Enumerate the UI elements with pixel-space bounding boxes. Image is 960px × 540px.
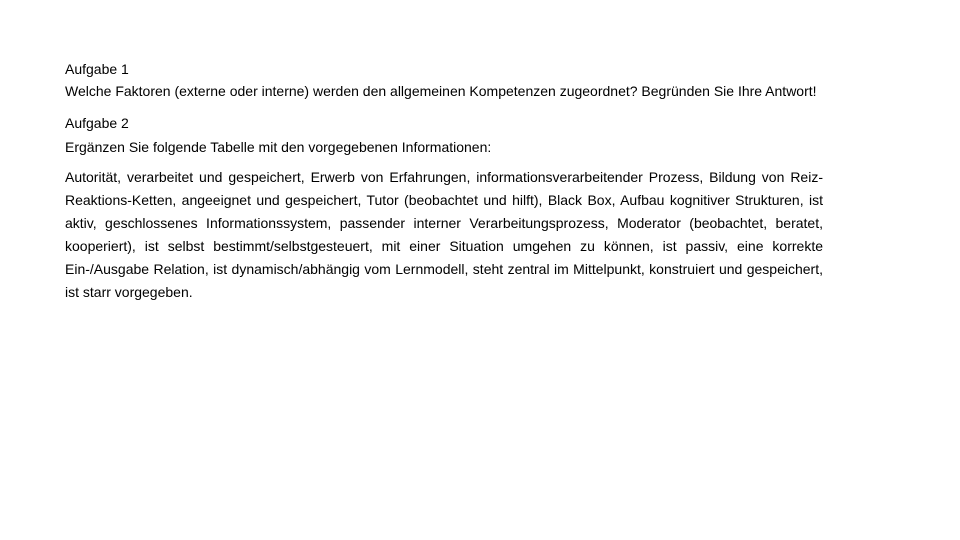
task-1-title: Aufgabe 1 [65, 61, 129, 77]
task-1-block [65, 59, 823, 102]
task-2-terms: Autorität, verarbeitet und gespeichert, Erwerb von Erfahrungen, informationsverarbeitender Prozess, Bildung von Reiz-Reaktions-Ketten, angeeignet und gespeichert, Tutor (beobachtet und hilft), Black Box, Aufbau kognitiver Strukturen, ist aktiv, geschlossenes Informationssystem, passender interner Verarbeitungsprozess, Moderator (beobachtet, beratet, kooperiert), ist selbst bestimmt/selbstgesteuert, mit einer Situation umgehen zu können, ist passiv, eine korrekte Ein-/Ausgabe Relation, ist dynamisch/abhängig vom Lernmodell, steht zentral im Mittelpunkt, konstruiert und gespeichert, ist starr vorgegeben. [65, 169, 823, 300]
task-2-title: Aufgabe 2 [65, 115, 129, 131]
task-1-question: Welche Faktoren (externe oder interne) werden den allgemeinen Kompetenzen zugeordnet? Begründen Sie Ihre Antwort! [65, 82, 817, 99]
task-2-block [65, 113, 823, 135]
task-2-instruction: Ergänzen Sie folgende Tabelle mit den vorgegebenen Informationen: [65, 138, 492, 155]
slide-content [65, 59, 823, 304]
